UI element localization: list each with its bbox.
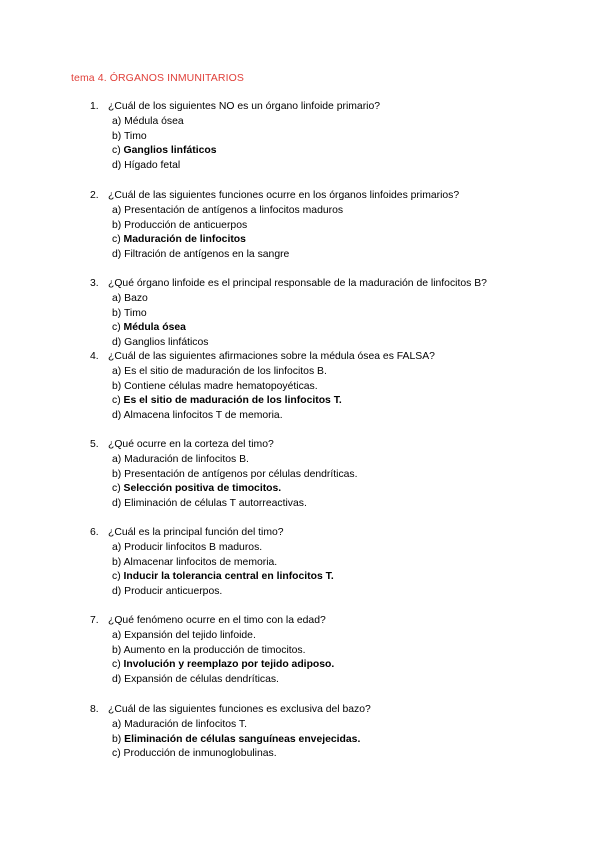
question-stem: [90, 438, 570, 453]
option-letter: d): [112, 674, 122, 686]
option-text: Timo: [123, 307, 147, 319]
option-letter: b): [112, 130, 122, 142]
option-letter: b): [112, 556, 122, 568]
question-text: ¿Cuál de las siguientes funciones es exclusiva del bazo?: [108, 704, 371, 715]
question-stem: [90, 350, 570, 365]
option-text: Ganglios linfáticos: [124, 337, 209, 349]
question-number: 4.: [90, 351, 99, 362]
option-letter: c): [112, 483, 121, 495]
option-text: Es el sitio de maduración de los linfocitos B.: [124, 365, 327, 377]
correct-option-text: Médula ósea: [123, 322, 186, 334]
answer-option: [90, 292, 570, 307]
question-number: 7.: [90, 615, 99, 626]
answer-option: [90, 733, 570, 748]
option-text: Almacena linfocitos T de memoria.: [123, 410, 283, 422]
option-text: Expansión del tejido linfoide.: [124, 629, 256, 641]
question-text: ¿Qué órgano linfoide es el principal responsable de la maduración de linfocitos B?: [108, 278, 487, 289]
option-letter: d): [112, 337, 122, 349]
question-number: 2.: [90, 190, 99, 201]
answer-option: [90, 541, 570, 556]
option-letter: c): [112, 659, 121, 671]
option-letter: b): [112, 307, 122, 319]
option-text: Aumento en la producción de timocitos.: [123, 644, 306, 656]
option-text: Almacenar linfocitos de memoria.: [123, 556, 278, 568]
option-text: Producción de inmunoglobulinas.: [123, 748, 277, 760]
question-stem: [90, 703, 570, 718]
question-number: 5.: [90, 439, 99, 450]
correct-option-text: Ganglios linfáticos: [123, 145, 217, 157]
question-number: 6.: [90, 527, 99, 538]
option-letter: b): [112, 644, 122, 656]
correct-option-text: Involución y reemplazo por tejido adiposo.: [123, 659, 335, 671]
answer-option: [90, 570, 570, 585]
question-text: ¿Qué fenómeno ocurre en el timo con la edad?: [108, 615, 326, 626]
option-letter: c): [112, 395, 121, 407]
option-letter: a): [112, 115, 122, 127]
option-letter: a): [112, 204, 122, 216]
option-letter: d): [112, 160, 122, 172]
answer-option: [90, 394, 570, 409]
answer-option: [90, 658, 570, 673]
option-letter: c): [112, 322, 121, 334]
option-letter: b): [112, 468, 122, 480]
option-letter: a): [112, 541, 122, 553]
option-letter: d): [112, 498, 122, 510]
option-letter: a): [112, 629, 122, 641]
option-letter: c): [112, 571, 121, 583]
question-7: [90, 614, 570, 688]
answer-option: [90, 585, 570, 600]
option-text: Médula ósea: [124, 115, 184, 127]
option-letter: b): [112, 733, 122, 745]
answer-option: [90, 747, 570, 762]
option-text: Eliminación de células T autorreactivas.: [124, 498, 307, 510]
answer-option: [90, 204, 570, 219]
question-text: ¿Cuál de las siguientes afirmaciones sobre la médula ósea es FALSA?: [108, 351, 435, 362]
question-stem: [90, 277, 570, 292]
question-5: [90, 438, 570, 512]
correct-option-text: Selección positiva de timocitos.: [123, 483, 282, 495]
option-text: Presentación de antígenos a linfocitos maduros: [124, 204, 344, 216]
option-text: Producción de anticuerpos: [124, 219, 248, 231]
answer-option: [90, 115, 570, 130]
question-text: ¿Qué ocurre en la corteza del timo?: [108, 439, 274, 450]
answer-option: [90, 556, 570, 571]
question-stem: [90, 614, 570, 629]
option-letter: d): [112, 586, 122, 598]
answer-option: [90, 468, 570, 483]
option-text: Expansión de células dendríticas.: [124, 674, 279, 686]
question-number: 1.: [90, 101, 99, 112]
answer-option: [90, 718, 570, 733]
question-2: [90, 189, 570, 263]
option-letter: b): [112, 380, 122, 392]
option-text: Contiene células madre hematopoyéticas.: [124, 380, 318, 392]
answer-option: [90, 321, 570, 336]
correct-option-text: Maduración de linfocitos: [123, 234, 246, 246]
question-stem: [90, 526, 570, 541]
answer-option: [90, 336, 570, 351]
option-text: Timo: [123, 130, 147, 142]
answer-option: [90, 673, 570, 688]
correct-option-text: Inducir la tolerancia central en linfocitos T.: [123, 571, 334, 583]
option-letter: a): [112, 292, 122, 304]
question-1: [90, 100, 570, 174]
option-text: Presentación de antígenos por células dendríticas.: [124, 468, 358, 480]
question-number: 3.: [90, 278, 99, 289]
option-letter: c): [112, 234, 121, 246]
option-text: Bazo: [124, 292, 148, 304]
answer-option: [90, 130, 570, 145]
option-letter: c): [112, 748, 121, 760]
answer-option: [90, 233, 570, 248]
answer-option: [90, 482, 570, 497]
question-stem: [90, 189, 570, 204]
option-letter: b): [112, 219, 122, 231]
question-3: [90, 277, 570, 351]
option-letter: d): [112, 249, 122, 261]
question-text: ¿Cuál es la principal función del timo?: [108, 527, 284, 538]
page-title: tema 4. ÓRGANOS INMUNITARIOS: [71, 72, 244, 84]
correct-option-text: Eliminación de células sanguíneas envejecidas.: [124, 733, 361, 745]
question-8: [90, 703, 570, 762]
option-letter: a): [112, 718, 122, 730]
question-4: [90, 350, 570, 424]
question-text: ¿Cuál de las siguientes funciones ocurre en los órganos linfoides primarios?: [108, 190, 460, 201]
answer-option: [90, 159, 570, 174]
question-stem: [90, 100, 570, 115]
answer-option: [90, 453, 570, 468]
option-letter: d): [112, 410, 122, 422]
question-text: ¿Cuál de los siguientes NO es un órgano linfoide primario?: [108, 101, 381, 112]
answer-option: [90, 644, 570, 659]
answer-option: [90, 629, 570, 644]
answer-option: [90, 144, 570, 159]
correct-option-text: Es el sitio de maduración de los linfocitos T.: [123, 395, 342, 407]
question-6: [90, 526, 570, 600]
answer-option: [90, 248, 570, 263]
option-letter: c): [112, 145, 121, 157]
option-letter: a): [112, 453, 122, 465]
option-text: Maduración de linfocitos T.: [124, 718, 247, 730]
option-text: Producir anticuerpos.: [124, 586, 223, 598]
answer-option: [90, 497, 570, 512]
answer-option: [90, 307, 570, 322]
option-text: Producir linfocitos B maduros.: [124, 541, 263, 553]
option-text: Hígado fetal: [124, 160, 181, 172]
answer-option: [90, 409, 570, 424]
answer-option: [90, 380, 570, 395]
option-text: Filtración de antígenos en la sangre: [124, 249, 290, 261]
answer-option: [90, 365, 570, 380]
option-letter: a): [112, 365, 122, 377]
answer-option: [90, 219, 570, 234]
option-text: Maduración de linfocitos B.: [124, 453, 249, 465]
question-number: 8.: [90, 704, 99, 715]
